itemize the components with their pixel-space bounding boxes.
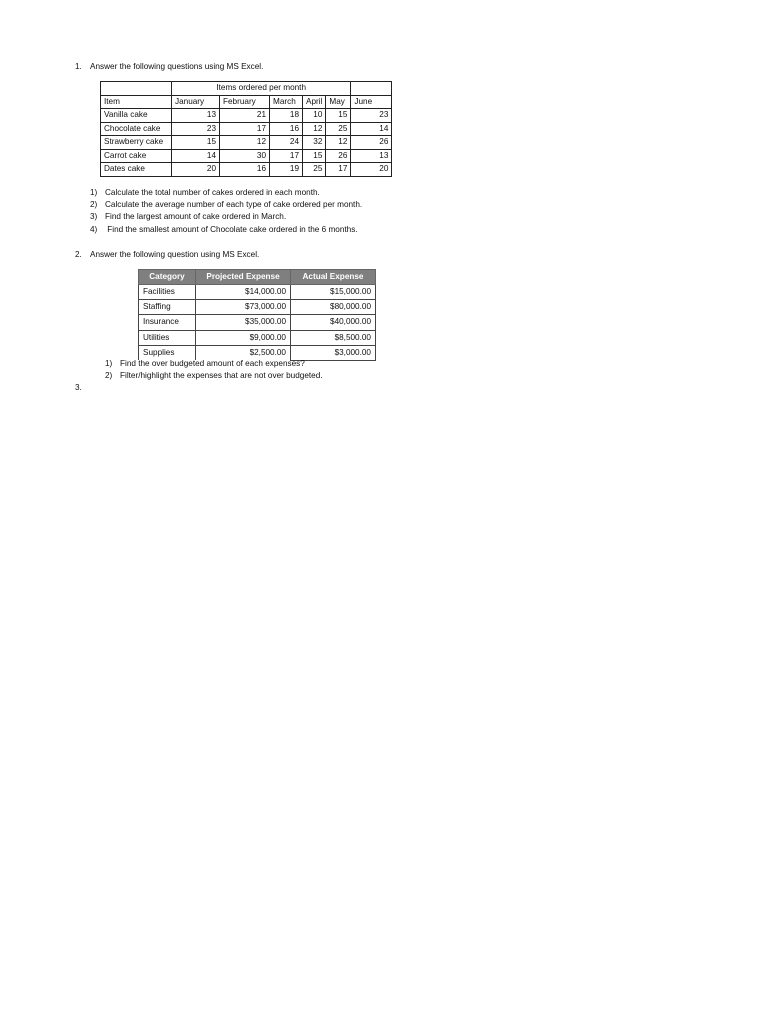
list-item-text: Find the over budgeted amount of each expenses?: [120, 359, 305, 368]
value-cell: 17: [326, 163, 351, 177]
value-cell: 25: [303, 163, 326, 177]
value-cell: 14: [351, 122, 392, 136]
value-cell: 17: [220, 122, 270, 136]
header-march: March: [270, 95, 303, 109]
value-cell: 19: [270, 163, 303, 177]
list-item: [90, 224, 362, 236]
question-2-number: 2.: [75, 250, 82, 259]
value-cell: 12: [220, 136, 270, 150]
table-row: [139, 315, 376, 330]
value-cell: 23: [172, 122, 220, 136]
header-february: February: [220, 95, 270, 109]
category-cell: Supplies: [139, 345, 196, 360]
header-may: May: [326, 95, 351, 109]
value-cell: 13: [351, 149, 392, 163]
value-cell: 10: [303, 109, 326, 123]
table-row: [139, 330, 376, 345]
value-cell: 25: [326, 122, 351, 136]
value-cell: 15: [326, 109, 351, 123]
question-3-number: 3.: [75, 383, 82, 392]
value-cell: 18: [270, 109, 303, 123]
list-item-text: Filter/highlight the expenses that are not over budgeted.: [120, 371, 323, 381]
list-item-number: 4): [90, 224, 98, 234]
list-item-number: 3): [90, 212, 98, 222]
list-item-text: Find the smallest amount of Chocolate cake ordered in the 6 months.: [105, 224, 358, 234]
value-cell: 21: [220, 109, 270, 123]
list-item-number: 1): [105, 359, 113, 368]
category-cell: Staffing: [139, 300, 196, 315]
question-2: [75, 250, 259, 259]
category-cell: Facilities: [139, 285, 196, 300]
header-january: January: [172, 95, 220, 109]
category-cell: Utilities: [139, 330, 196, 345]
list-item-text: Find the largest amount of cake ordered in March.: [105, 212, 287, 222]
table-header-row: [139, 270, 376, 285]
projected-cell: $9,000.00: [196, 330, 291, 345]
list-item-number: 2): [90, 200, 98, 210]
header-category: Category: [139, 270, 196, 285]
expense-table: [138, 269, 376, 361]
item-name: Dates cake: [101, 163, 172, 177]
list-item-number: 1): [90, 188, 98, 197]
value-cell: 24: [270, 136, 303, 150]
value-cell: 12: [303, 122, 326, 136]
table-row: [139, 285, 376, 300]
projected-cell: $73,000.00: [196, 300, 291, 315]
list-item-text: Calculate the average number of each type of cake ordered per month.: [105, 200, 363, 210]
actual-cell: $15,000.00: [291, 285, 376, 300]
value-cell: 23: [351, 109, 392, 123]
value-cell: 20: [172, 163, 220, 177]
value-cell: 20: [351, 163, 392, 177]
list-item-text: Calculate the total number of cakes ordered in each month.: [105, 188, 320, 197]
value-cell: 32: [303, 136, 326, 150]
question-1-text: Answer the following questions using MS Excel.: [90, 62, 264, 71]
header-projected-expense: Projected Expense: [196, 270, 291, 285]
list-item: [105, 358, 323, 370]
value-cell: 16: [220, 163, 270, 177]
actual-cell: $3,000.00: [291, 345, 376, 360]
table-row: [101, 122, 392, 136]
table-cell: [101, 82, 172, 96]
header-actual-expense: Actual Expense: [291, 270, 376, 285]
value-cell: 16: [270, 122, 303, 136]
value-cell: 12: [326, 136, 351, 150]
value-cell: 30: [220, 149, 270, 163]
list-item-number: 2): [105, 371, 113, 381]
list-item: [90, 199, 362, 211]
value-cell: 15: [172, 136, 220, 150]
cake-orders-table: [100, 81, 392, 177]
question-3: [75, 383, 90, 392]
item-name: Vanilla cake: [101, 109, 172, 123]
table-row: [101, 149, 392, 163]
value-cell: 26: [326, 149, 351, 163]
question-1-subquestions: [90, 187, 362, 236]
table-row: [101, 109, 392, 123]
table-row: [101, 136, 392, 150]
table-cell: [351, 82, 392, 96]
projected-cell: $2,500.00: [196, 345, 291, 360]
item-name: Strawberry cake: [101, 136, 172, 150]
header-item: Item: [101, 95, 172, 109]
actual-cell: $80,000.00: [291, 300, 376, 315]
value-cell: 26: [351, 136, 392, 150]
value-cell: 15: [303, 149, 326, 163]
projected-cell: $35,000.00: [196, 315, 291, 330]
actual-cell: $8,500.00: [291, 330, 376, 345]
table-row: [139, 300, 376, 315]
table-row: [101, 163, 392, 177]
category-cell: Insurance: [139, 315, 196, 330]
item-name: Carrot cake: [101, 149, 172, 163]
list-item: [90, 187, 362, 199]
question-1: [75, 62, 263, 71]
item-name: Chocolate cake: [101, 122, 172, 136]
value-cell: 13: [172, 109, 220, 123]
items-ordered-header: Items ordered per month: [172, 82, 351, 96]
table-header-row: [101, 95, 392, 109]
value-cell: 14: [172, 149, 220, 163]
question-2-text: Answer the following question using MS Excel.: [90, 250, 260, 259]
table-group-header-row: [101, 82, 392, 96]
projected-cell: $14,000.00: [196, 285, 291, 300]
question-2-subquestions: [105, 358, 323, 382]
actual-cell: $40,000.00: [291, 315, 376, 330]
list-item: [105, 370, 323, 382]
question-1-number: 1.: [75, 62, 82, 71]
header-april: April: [303, 95, 326, 109]
list-item: [90, 211, 362, 223]
header-june: June: [351, 95, 392, 109]
value-cell: 17: [270, 149, 303, 163]
